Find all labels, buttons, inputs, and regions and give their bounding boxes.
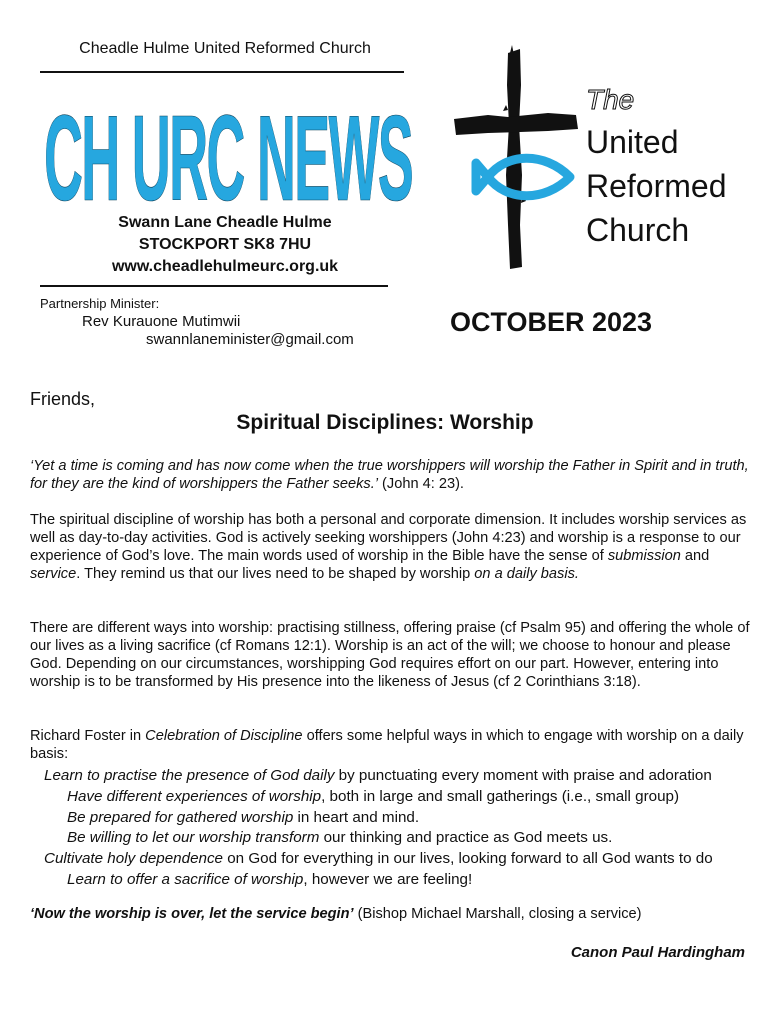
masthead-text: CH URC NEWS bbox=[44, 90, 412, 218]
minister-label: Partnership Minister: bbox=[40, 296, 160, 311]
header-rule-top bbox=[40, 71, 404, 73]
urc-logo bbox=[448, 45, 733, 270]
paragraph-2: There are different ways into worship: practising stillness, offering praise (cf Psalm 95) and offering the whole of our lives as a living sacrifice (cf Romans 12:1). Worship is an act of the will; we choose to honour and please God. Depending on our circumstances, worshipping God requires effort on our part. However, entering into worship is to be transformed by His presence into the likeness of Jesus (cf 2 Corinthians 3:18). bbox=[30, 620, 750, 690]
list-item: Learn to offer a sacrifice of worship, however we are feeling! bbox=[67, 871, 473, 888]
paragraph-1: The spiritual discipline of worship has both a personal and corporate dimension. It includes worship services as well as day-to-day activities. God is actively seeking worshippers (John 4:23) and worship is a response to our experience of God’s love. The main words used of worship in the Bible have the sense of submission and service. They remind us that our lives need to be shaped by worship on a daily basis. bbox=[30, 512, 747, 582]
list-item: Have different experiences of worship, both in large and small gatherings (i.e., small group) bbox=[67, 788, 680, 805]
paragraph-3: Richard Foster in Celebration of Discipline offers some helpful ways in which to engage with worship on a daily basis: bbox=[30, 728, 744, 762]
closing-quote-text: ‘Now the worship is over, let the service begin’ bbox=[30, 906, 354, 922]
masthead-title bbox=[40, 82, 420, 218]
cross-and-fish-icon bbox=[454, 45, 578, 269]
logo-word-reformed: Reformed bbox=[586, 168, 727, 204]
quote-reference: (John 4: 23). bbox=[378, 476, 464, 492]
list-item: Be prepared for gathered worship in heart and mind. bbox=[67, 809, 420, 826]
greeting: Friends, bbox=[30, 389, 96, 409]
issue-date: OCTOBER 2023 bbox=[450, 307, 653, 337]
minister-email[interactable]: swannlaneminister@gmail.com bbox=[146, 331, 354, 348]
opening-quote bbox=[30, 457, 750, 493]
minister-name: Rev Kurauone Mutimwii bbox=[82, 313, 241, 330]
closing-quote bbox=[30, 906, 642, 922]
closing-quote-ref: (Bishop Michael Marshall, closing a service) bbox=[353, 906, 642, 922]
logo-word-the: The bbox=[586, 84, 635, 115]
website-link[interactable]: www.cheadlehulmeurc.org.uk bbox=[111, 258, 339, 275]
list-item: Learn to practise the presence of God daily by punctuating every moment with praise and adoration bbox=[44, 767, 712, 784]
header-rule-bottom bbox=[40, 285, 388, 287]
address-line-1: Swann Lane Cheadle Hulme bbox=[118, 214, 332, 231]
logo-word-united: United bbox=[586, 124, 679, 160]
list-item: Cultivate holy dependence on God for everything in our lives, looking forward to all God wants to do bbox=[44, 850, 713, 867]
address-line-2: STOCKPORT SK8 7HU bbox=[138, 236, 312, 253]
quote-text: ‘Yet a time is coming and has now come when the true worshippers will worship the Father in Spirit and in truth, for they are the kind of worshippers the Father seeks.’ bbox=[30, 458, 749, 492]
church-name: Cheadle Hulme United Reformed Church bbox=[79, 40, 371, 57]
logo-word-church: Church bbox=[586, 212, 690, 248]
author-signature: Canon Paul Hardingham bbox=[570, 944, 745, 961]
list-item: Be willing to let our worship transform our thinking and practice as God meets us. bbox=[67, 829, 613, 846]
article-title: Spiritual Disciplines: Worship bbox=[236, 411, 534, 434]
